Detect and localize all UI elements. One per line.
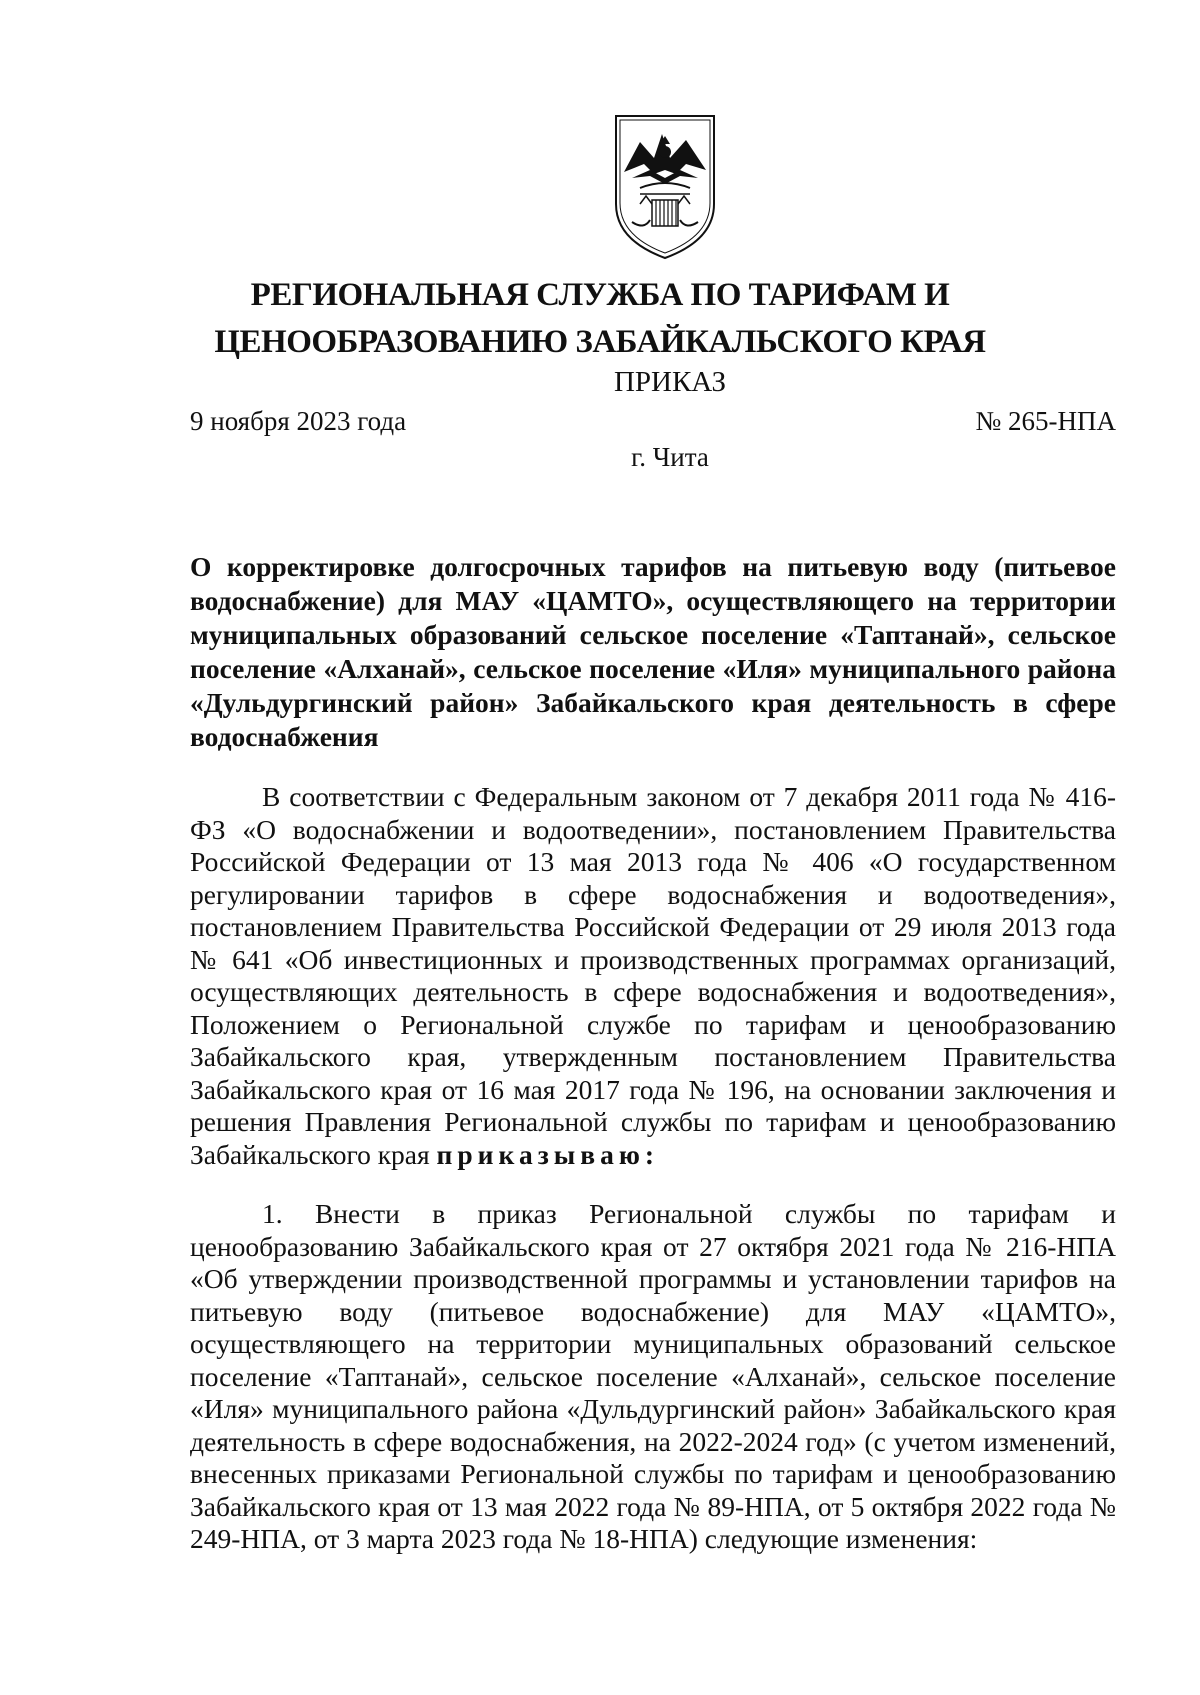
document-title: О корректировке долгосрочных тарифов на питьевую воду (питьевое водоснабжение) для МАУ «ЦАМТО», осуществляющего на территории муниципальных образований сельское поселение «Таптанай», сельское поселение «Алханай», сельское поселение «Иля» муниципального района «Дульдургинский район» Забайкальского края деятельность в сфере водоснабжения [190,551,1116,752]
document-date: 9 ноября 2023 года [190,406,407,436]
coat-of-arms-emblem [610,112,720,262]
order-word: приказываю: [436,1138,660,1170]
preamble-text: В соответствии с Федеральным законом от 7 декабря 2011 года № 416-ФЗ «О водоснабжении и водоотведении», постановлением Правительства Российской Федерации от 13 мая 2013 года № 406 «О государственном регулировании тарифов в сфере водоснабжения и водоотведения», постановлением Правительства Российской Федерации от 29 июля 2013 года № 641 «Об инвестиционных и производственных программах организаций, осуществляющих деятельность в сфере водоснабжения и водоотведения», Положением о Региональной службе по тарифам и ценообразованию Забайкальского края, утвержденным постановлением Правительства Забайкальского края от 16 мая 2017 года № 196, на основании заключения и решения Правления Региональной службы по тарифам и ценообразованию Забайкальского края [190,781,1116,1170]
document-number: № 265-НПА [975,406,1116,436]
item-1-paragraph [190,1198,1116,1556]
organization-name [190,272,1010,366]
item-1-text: 1. Внести в приказ Региональной службы по тарифам и ценообразованию Забайкальского края от 27 октября 2021 года № 216-НПА «Об утверждении производственной программы и установлении тарифов на питьевую воду (питьевое водоснабжение) для МАУ «ЦАМТО», осуществляющего на территории муниципальных образований сельское поселение «Таптанай», сельское поселение «Алханай», сельское поселение «Иля» муниципального района «Дульдургинский район» Забайкальского края деятельность в сфере водоснабжения, на 2022-2024 год» (с учетом изменений, внесенных приказами Региональной службы по тарифам и ценообразованию Забайкальского края от 13 мая 2022 года № 89-НПА, от 5 октября 2022 года № 249-НПА, от 3 марта 2023 года № 18-НПА) следующие изменения: [190,1198,1116,1554]
organization-name-line-1: РЕГИОНАЛЬНАЯ СЛУЖБА ПО ТАРИФАМ И [250,277,950,313]
organization-name-line-2: ЦЕНООБРАЗОВАНИЮ ЗАБАЙКАЛЬСКОГО КРАЯ [214,324,986,360]
document-city: г. Чита [631,442,709,472]
preamble-paragraph [190,781,1116,1171]
document-type: ПРИКАЗ [613,366,727,398]
